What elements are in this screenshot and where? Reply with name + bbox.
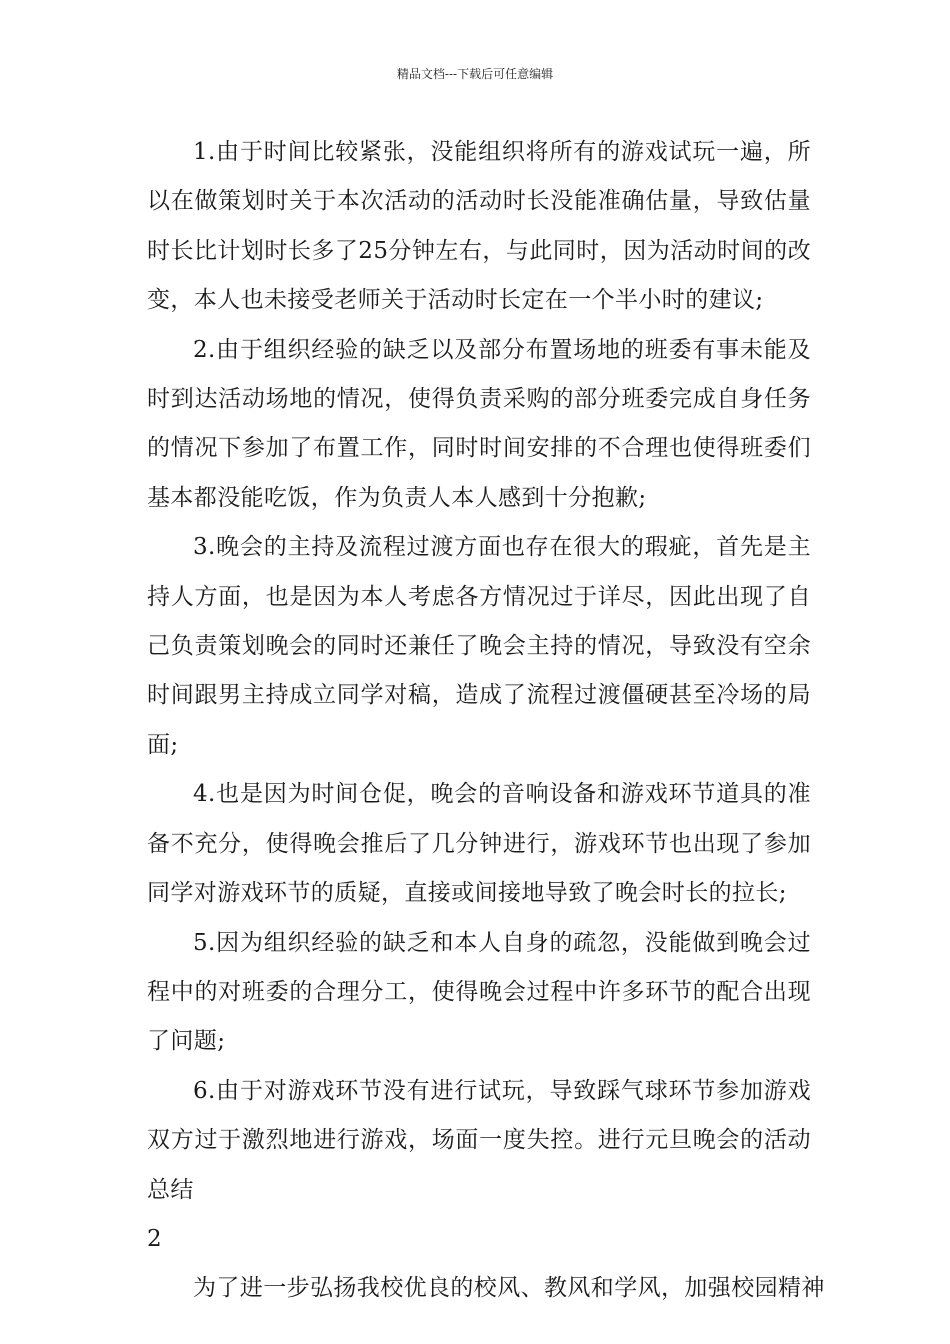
paragraph-2: 2.由于组织经验的缺乏以及部分布置场地的班委有事未能及时到达活动场地的情况，使得负责采购的部分班委完成自身任务的情况下参加了布置工作，同时时间安排的不合理也使得班委们基本都没能吃饭，作为负责人本人感到十分抱歉; — [147, 336, 811, 511]
paragraph-5: 5.因为组织经验的缺乏和本人自身的疏忽，没能做到晚会过程中的对班委的合理分工，使得晚会过程中许多环节的配合出现了问题; — [147, 929, 811, 1055]
paragraph-6: 6.由于对游戏环节没有进行试玩，导致踩气球环节参加游戏双方过于激烈地进行游戏，场面一度失控。进行元旦晚会的活动总结 — [147, 1077, 811, 1203]
paragraph-4: 4.也是因为时间仓促，晚会的音响设备和游戏环节道具的准备不充分，使得晚会推后了几分钟进行，游戏环节也出现了参加同学对游戏环节的质疑，直接或间接地导致了晚会时长的拉长; — [147, 781, 811, 907]
paragraph-1: 1.由于时间比较紧张，没能组织将所有的游戏试玩一遍，所以在做策划时关于本次活动的活动时长没能准确估量，导致估量时长比计划时长多了25分钟左右，与此同时，因为活动时间的改变，本人也未接受老师关于活动时长定在一个半小时的建议; — [147, 139, 811, 314]
page-header-watermark: 精品文档---下载后可任意编辑 — [396, 67, 554, 81]
paragraph-7 — [147, 1264, 825, 1313]
paragraph-7-first-line: 为了进一步弘扬我校优良的校风、教风和学风，加强校园精神 — [193, 1275, 825, 1302]
paragraph-6-continuation: 2 — [147, 1225, 163, 1252]
paragraph-3: 3.晚会的主持及流程过渡方面也存在很大的瑕疵，首先是主持人方面，也是因为本人考虑各方情况过于详尽，因此出现了自己负责策划晚会的同时还兼任了晚会主持的情况，导致没有空余时间跟男主持成立同学对稿，造成了流程过渡僵硬甚至冷场的局面; — [147, 534, 811, 758]
document-body — [147, 128, 825, 1314]
